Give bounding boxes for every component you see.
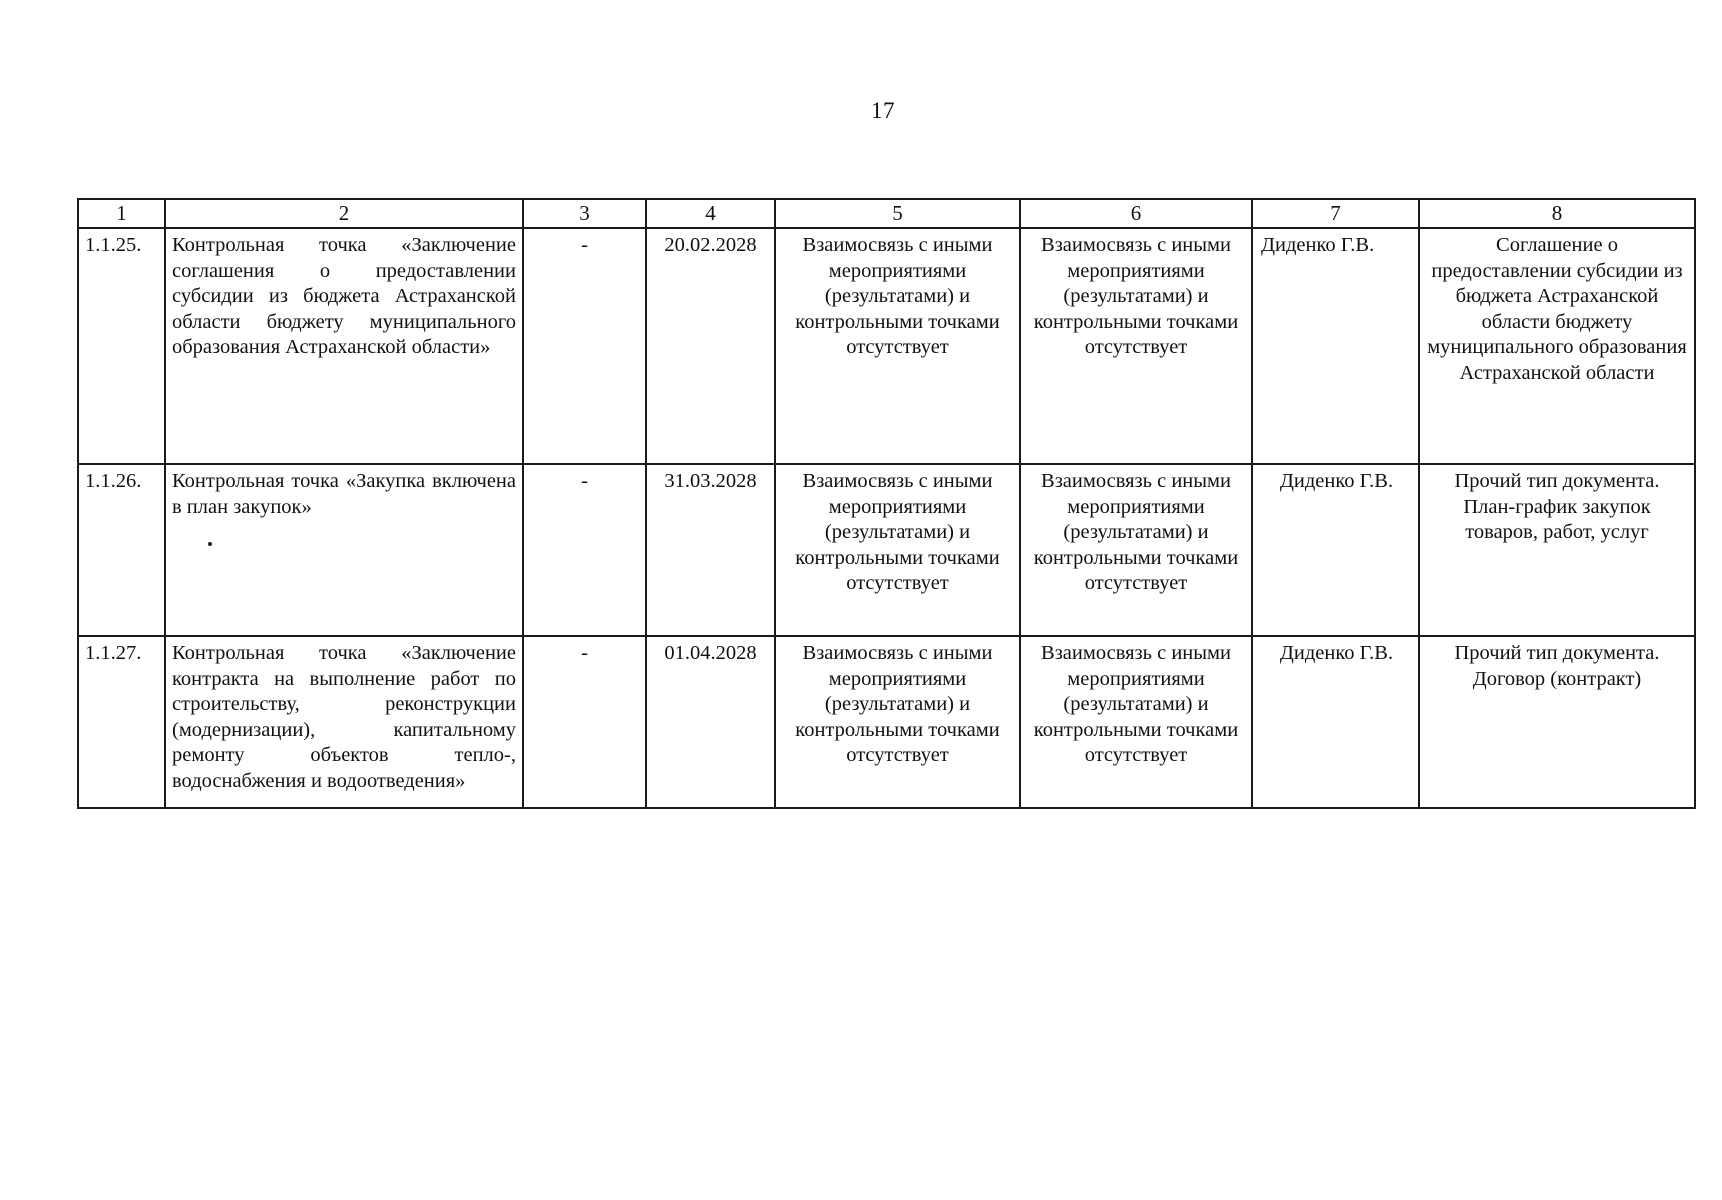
header-cell-4: 4 — [646, 199, 775, 228]
deadline-date: 20.02.2028 — [646, 228, 775, 464]
header-row — [78, 199, 1695, 228]
responsible-executor: Диденко Г.В. — [1252, 464, 1419, 636]
relation-text-6: Взаимосвязь с иными мероприятиями (результатами) и контрольными точками отсутствует — [1020, 464, 1252, 636]
document-type: Соглашение о предоставлении субсидии из бюджета Астраханской области бюджету муниципального образования Астраханской области — [1419, 228, 1695, 464]
relation-text-5: Взаимосвязь с иными мероприятиями (результатами) и контрольными точками отсутствует — [775, 636, 1020, 808]
table-row — [78, 228, 1695, 464]
control-point-name: Контрольная точка «Заключение контракта на выполнение работ по строительству, реконструкции (модернизации), капитальному ремонту объектов тепло-, водоснабжения и водоотведения» — [165, 636, 523, 808]
header-cell-7: 7 — [1252, 199, 1419, 228]
relation-text-6: Взаимосвязь с иными мероприятиями (результатами) и контрольными точками отсутствует — [1020, 636, 1252, 808]
row-number: 1.1.25. — [78, 228, 165, 464]
document-type: Прочий тип документа. План-график закупок товаров, работ, услуг — [1419, 464, 1695, 636]
responsible-executor: Диденко Г.В. — [1252, 228, 1419, 464]
column-3-value: - — [523, 464, 646, 636]
row-number: 1.1.27. — [78, 636, 165, 808]
relation-text-5: Взаимосвязь с иными мероприятиями (результатами) и контрольными точками отсутствует — [775, 228, 1020, 464]
scan-speck — [208, 542, 212, 546]
column-3-value: - — [523, 228, 646, 464]
header-cell-8: 8 — [1419, 199, 1695, 228]
table-row — [78, 636, 1695, 808]
relation-text-6: Взаимосвязь с иными мероприятиями (результатами) и контрольными точками отсутствует — [1020, 228, 1252, 464]
relation-text-5: Взаимосвязь с иными мероприятиями (результатами) и контрольными точками отсутствует — [775, 464, 1020, 636]
column-3-value: - — [523, 636, 646, 808]
document-type: Прочий тип документа. Договор (контракт) — [1419, 636, 1695, 808]
table-row — [78, 464, 1695, 636]
control-point-name: Контрольная точка «Заключение соглашения о предоставлении субсидии из бюджета Астраханской области бюджету муниципального образования Астраханской области» — [165, 228, 523, 464]
deadline-date: 31.03.2028 — [646, 464, 775, 636]
header-cell-2: 2 — [165, 199, 523, 228]
row-number: 1.1.26. — [78, 464, 165, 636]
page-number: 17 — [871, 98, 895, 123]
header-cell-6: 6 — [1020, 199, 1252, 228]
deadline-date: 01.04.2028 — [646, 636, 775, 808]
control-point-name: Контрольная точка «Закупка включена в план закупок» — [165, 464, 523, 636]
control-points-table — [77, 198, 1696, 809]
header-cell-5: 5 — [775, 199, 1020, 228]
header-cell-3: 3 — [523, 199, 646, 228]
responsible-executor: Диденко Г.В. — [1252, 636, 1419, 808]
header-cell-1: 1 — [78, 199, 165, 228]
